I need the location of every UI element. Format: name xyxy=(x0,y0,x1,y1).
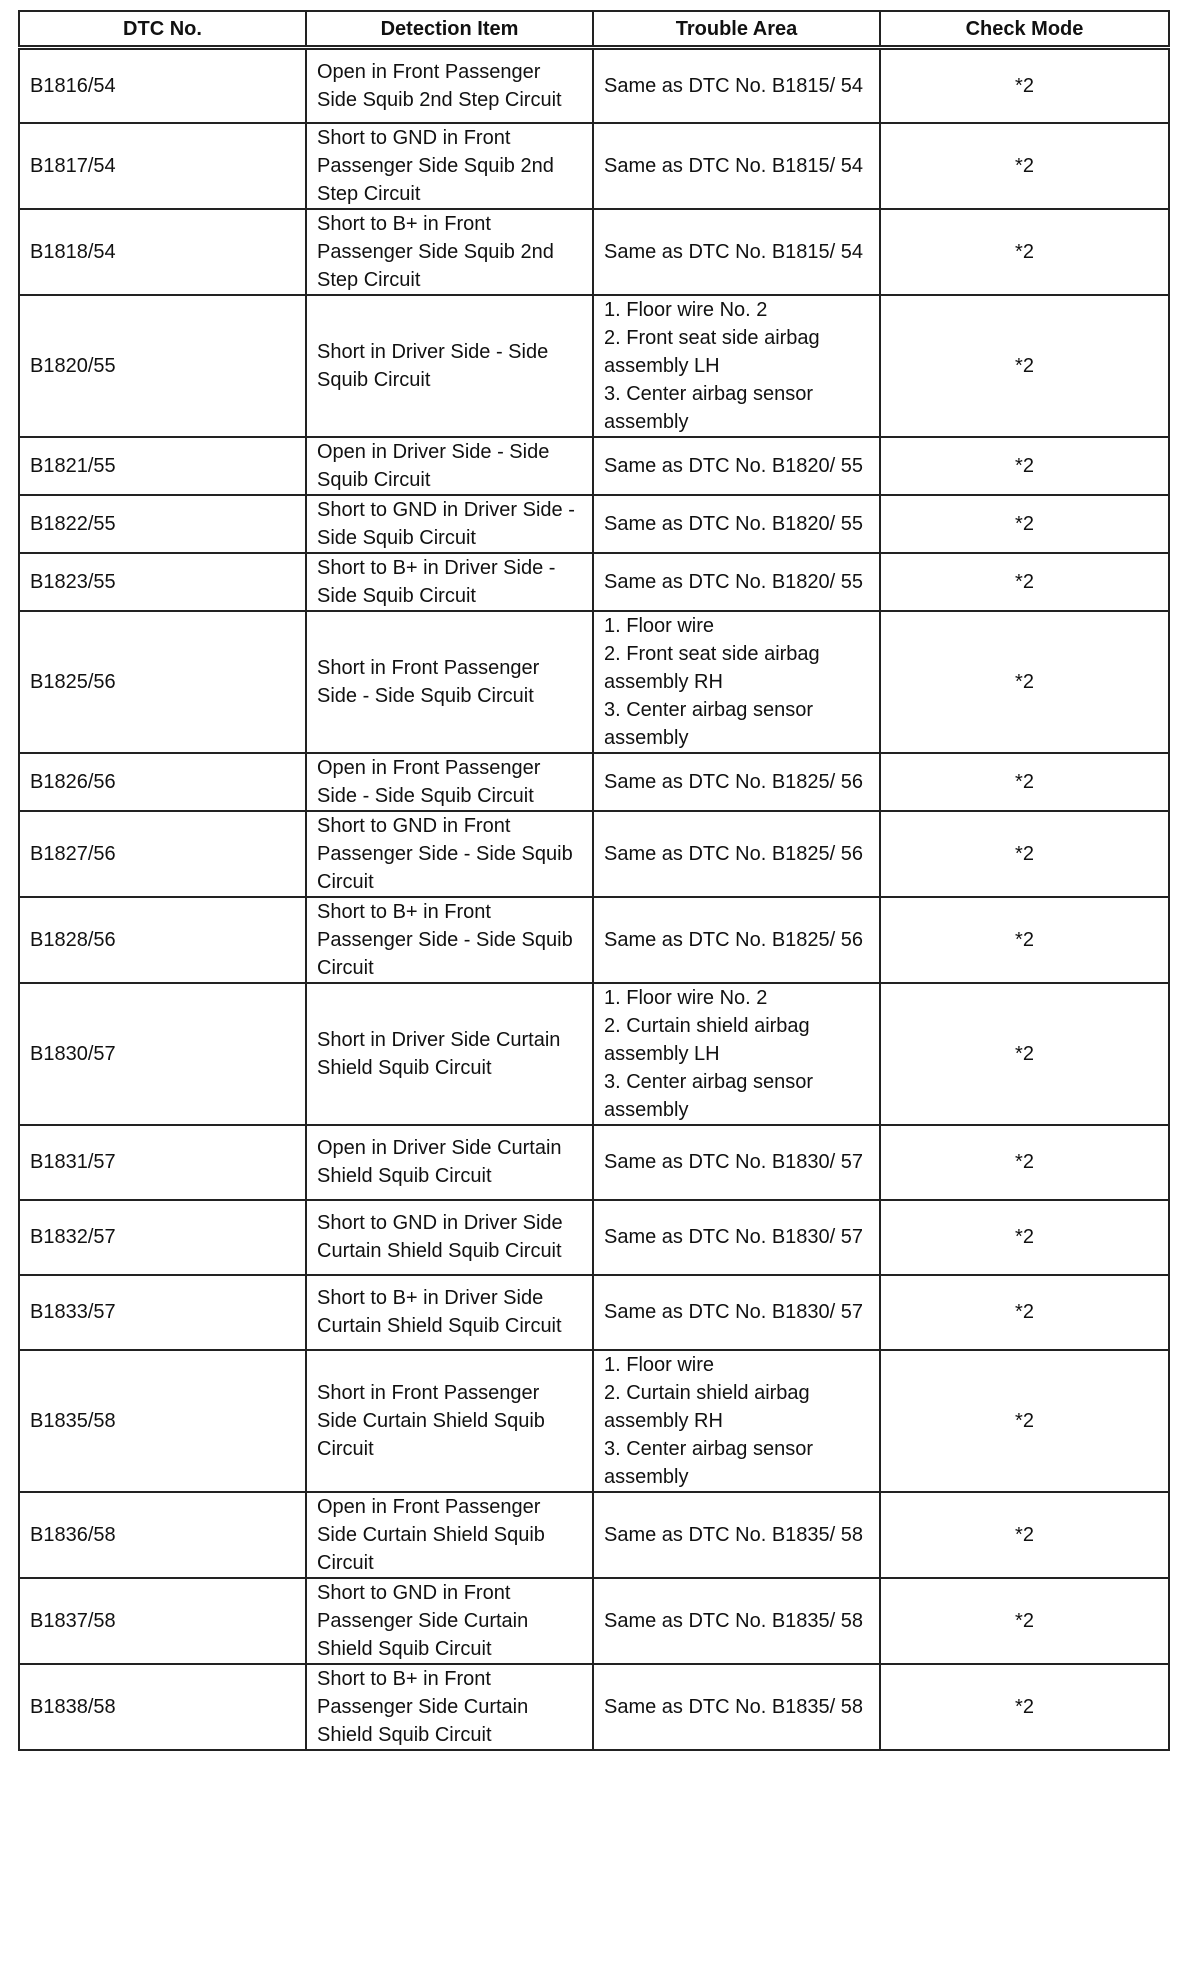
trouble-area-line: 1. Floor wire No. 2 xyxy=(604,986,768,1009)
trouble-area-line: Same as DTC No. B1815/ 54 xyxy=(604,240,864,263)
table-header xyxy=(19,11,1169,48)
trouble-area-line: Same as DTC No. B1830/ 57 xyxy=(604,1151,864,1173)
detection-item: Short in Driver Side Curtain Shield Squib Circuit xyxy=(306,983,593,1125)
header-row xyxy=(19,11,1169,48)
header-dtc-no: DTC No. xyxy=(19,11,306,48)
trouble-area xyxy=(593,1350,880,1492)
detection-item: Short in Front Passenger Side Curtain Shield Squib Circuit xyxy=(306,1350,593,1492)
detection-item: Short to B+ in Front Passenger Side Squib 2nd Step Circuit xyxy=(306,209,593,295)
trouble-area xyxy=(593,1125,880,1200)
detection-item: Short to B+ in Front Passenger Side - Side Squib Circuit xyxy=(306,897,593,983)
header-detection-item: Detection Item xyxy=(306,11,593,48)
dtc-number: B1837/58 xyxy=(19,1578,306,1664)
check-mode: *2 xyxy=(880,48,1169,123)
check-mode: *2 xyxy=(880,123,1169,209)
trouble-area-line: 2. Front seat side airbag assembly RH xyxy=(604,642,820,693)
check-mode: *2 xyxy=(880,1664,1169,1750)
header-check-mode: Check Mode xyxy=(880,11,1169,48)
trouble-area-line: Same as DTC No. B1830/ 57 xyxy=(604,1226,864,1248)
trouble-area xyxy=(593,209,880,295)
table-row xyxy=(19,209,1169,295)
trouble-area xyxy=(593,48,880,123)
table-row xyxy=(19,753,1169,811)
table-row xyxy=(19,1200,1169,1275)
trouble-area-line: 2. Curtain shield airbag assembly RH xyxy=(604,1381,810,1432)
trouble-area-line: 3. Center airbag sensor assembly xyxy=(604,1070,814,1121)
dtc-number: B1826/56 xyxy=(19,753,306,811)
table-row xyxy=(19,48,1169,123)
trouble-area-line: Same as DTC No. B1825/ 56 xyxy=(604,928,864,951)
dtc-number: B1822/55 xyxy=(19,495,306,553)
detection-item: Short to GND in Front Passenger Side Squib 2nd Step Circuit xyxy=(306,123,593,209)
check-mode: *2 xyxy=(880,1125,1169,1200)
trouble-area-line: 3. Center airbag sensor assembly xyxy=(604,1437,814,1488)
table-row xyxy=(19,897,1169,983)
trouble-area xyxy=(593,811,880,897)
dtc-number: B1831/57 xyxy=(19,1125,306,1200)
table-row xyxy=(19,1578,1169,1664)
detection-item: Short in Front Passenger Side - Side Squib Circuit xyxy=(306,611,593,753)
table-row xyxy=(19,295,1169,437)
check-mode: *2 xyxy=(880,983,1169,1125)
check-mode: *2 xyxy=(880,897,1169,983)
table-body xyxy=(19,48,1169,1750)
table-row xyxy=(19,1492,1169,1578)
dtc-number: B1828/56 xyxy=(19,897,306,983)
trouble-area-line: Same as DTC No. B1835/ 58 xyxy=(604,1609,864,1632)
table-row xyxy=(19,1664,1169,1750)
dtc-number: B1817/54 xyxy=(19,123,306,209)
table-row xyxy=(19,811,1169,897)
trouble-area-line: 1. Floor wire xyxy=(604,1353,715,1376)
detection-item: Open in Driver Side - Side Squib Circuit xyxy=(306,437,593,495)
dtc-number: B1838/58 xyxy=(19,1664,306,1750)
trouble-area-line: Same as DTC No. B1835/ 58 xyxy=(604,1523,864,1546)
dtc-number: B1835/58 xyxy=(19,1350,306,1492)
trouble-area-line: 3. Center airbag sensor assembly xyxy=(604,698,814,749)
check-mode: *2 xyxy=(880,1350,1169,1492)
table-row xyxy=(19,495,1169,553)
trouble-area-line: Same as DTC No. B1815/ 54 xyxy=(604,74,864,97)
detection-item: Open in Front Passenger Side Squib 2nd Step Circuit xyxy=(306,48,593,123)
dtc-number: B1830/57 xyxy=(19,983,306,1125)
dtc-table xyxy=(18,10,1170,1751)
trouble-area-line: Same as DTC No. B1820/ 55 xyxy=(604,512,864,535)
trouble-area xyxy=(593,1664,880,1750)
dtc-number: B1818/54 xyxy=(19,209,306,295)
detection-item: Short to B+ in Front Passenger Side Curtain Shield Squib Circuit xyxy=(306,1664,593,1750)
trouble-area-line: Same as DTC No. B1820/ 55 xyxy=(604,570,864,593)
check-mode: *2 xyxy=(880,1275,1169,1350)
detection-item: Short to GND in Front Passenger Side - Side Squib Circuit xyxy=(306,811,593,897)
dtc-number: B1836/58 xyxy=(19,1492,306,1578)
trouble-area xyxy=(593,437,880,495)
check-mode: *2 xyxy=(880,1200,1169,1275)
header-trouble-area: Trouble Area xyxy=(593,11,880,48)
trouble-area xyxy=(593,495,880,553)
trouble-area-line: Same as DTC No. B1825/ 56 xyxy=(604,842,864,865)
table-row xyxy=(19,437,1169,495)
trouble-area-line: 3. Center airbag sensor assembly xyxy=(604,382,814,433)
trouble-area xyxy=(593,1492,880,1578)
table-row xyxy=(19,1125,1169,1200)
dtc-number: B1827/56 xyxy=(19,811,306,897)
check-mode: *2 xyxy=(880,1578,1169,1664)
detection-item: Open in Front Passenger Side Curtain Shield Squib Circuit xyxy=(306,1492,593,1578)
dtc-number: B1833/57 xyxy=(19,1275,306,1350)
trouble-area xyxy=(593,983,880,1125)
check-mode: *2 xyxy=(880,495,1169,553)
trouble-area xyxy=(593,123,880,209)
detection-item: Short to GND in Driver Side Curtain Shield Squib Circuit xyxy=(306,1200,593,1275)
trouble-area-line: 2. Front seat side airbag assembly LH xyxy=(604,326,820,377)
trouble-area-line: Same as DTC No. B1835/ 58 xyxy=(604,1695,864,1718)
check-mode: *2 xyxy=(880,1492,1169,1578)
dtc-number: B1816/54 xyxy=(19,48,306,123)
check-mode: *2 xyxy=(880,437,1169,495)
check-mode: *2 xyxy=(880,753,1169,811)
trouble-area xyxy=(593,897,880,983)
detection-item: Short to GND in Driver Side - Side Squib Circuit xyxy=(306,495,593,553)
trouble-area-line: Same as DTC No. B1825/ 56 xyxy=(604,770,864,793)
dtc-number: B1832/57 xyxy=(19,1200,306,1275)
detection-item: Open in Front Passenger Side - Side Squib Circuit xyxy=(306,753,593,811)
table-row xyxy=(19,553,1169,611)
dtc-number: B1823/55 xyxy=(19,553,306,611)
dtc-number: B1820/55 xyxy=(19,295,306,437)
trouble-area-line: 1. Floor wire xyxy=(604,614,715,637)
detection-item: Short in Driver Side - Side Squib Circuit xyxy=(306,295,593,437)
trouble-area-line: 2. Curtain shield airbag assembly LH xyxy=(604,1014,810,1065)
dtc-number: B1821/55 xyxy=(19,437,306,495)
trouble-area xyxy=(593,753,880,811)
check-mode: *2 xyxy=(880,209,1169,295)
check-mode: *2 xyxy=(880,295,1169,437)
table-row xyxy=(19,123,1169,209)
detection-item: Short to B+ in Driver Side Curtain Shield Squib Circuit xyxy=(306,1275,593,1350)
detection-item: Short to GND in Front Passenger Side Curtain Shield Squib Circuit xyxy=(306,1578,593,1664)
detection-item: Open in Driver Side Curtain Shield Squib Circuit xyxy=(306,1125,593,1200)
check-mode: *2 xyxy=(880,611,1169,753)
trouble-area xyxy=(593,1578,880,1664)
check-mode: *2 xyxy=(880,811,1169,897)
trouble-area-line: Same as DTC No. B1820/ 55 xyxy=(604,454,864,477)
trouble-area xyxy=(593,553,880,611)
check-mode: *2 xyxy=(880,553,1169,611)
detection-item: Short to B+ in Driver Side - Side Squib Circuit xyxy=(306,553,593,611)
table-row xyxy=(19,1275,1169,1350)
trouble-area xyxy=(593,611,880,753)
trouble-area-line: 1. Floor wire No. 2 xyxy=(604,298,768,321)
table-row xyxy=(19,983,1169,1125)
dtc-number: B1825/56 xyxy=(19,611,306,753)
table-row xyxy=(19,611,1169,753)
trouble-area xyxy=(593,1275,880,1350)
trouble-area xyxy=(593,295,880,437)
trouble-area xyxy=(593,1200,880,1275)
trouble-area-line: Same as DTC No. B1830/ 57 xyxy=(604,1301,864,1323)
trouble-area-line: Same as DTC No. B1815/ 54 xyxy=(604,154,864,177)
table-row xyxy=(19,1350,1169,1492)
